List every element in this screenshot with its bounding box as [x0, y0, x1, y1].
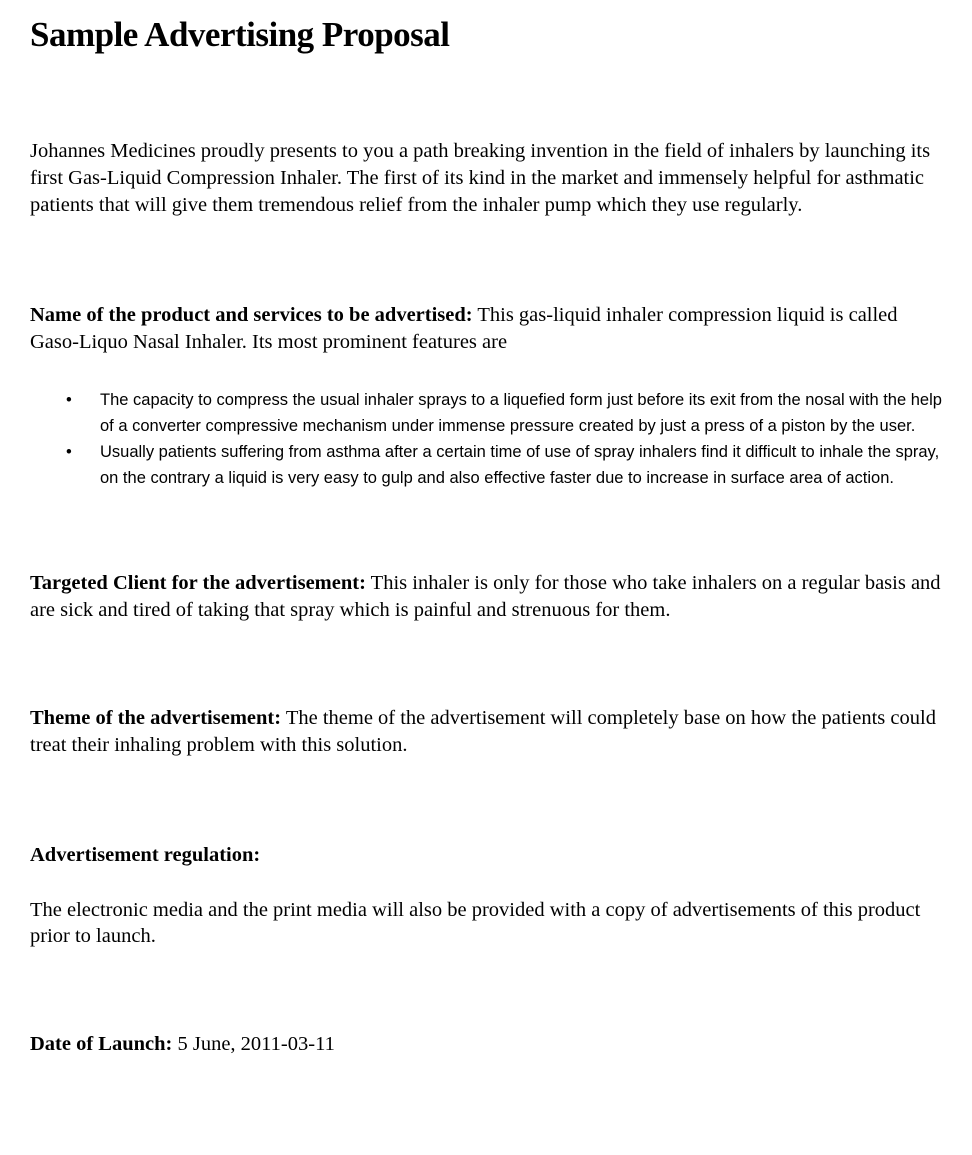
list-item: • Usually patients suffering from asthma after a certain time of use of spray inhalers find it difficult to inhale the spray, on the contrary a liquid is very easy to gulp and also effective faster due to increase in surface area of action.: [100, 439, 945, 491]
features-list: [30, 387, 945, 491]
section-theme-label: Theme of the advertisement:: [30, 707, 282, 730]
section-theme: [30, 705, 945, 759]
section-regulation-label: Advertisement regulation:: [30, 843, 261, 866]
section-regulation-text: The electronic media and the print media will also be provided with a copy of advertisements of this product prior to launch.: [30, 898, 921, 948]
page-title: Sample Advertising Proposal: [30, 15, 450, 54]
section-launch-date-text: 5 June, 2011-03-11: [177, 1033, 335, 1055]
intro-paragraph: Johannes Medicines proudly presents to you a path breaking invention in the field of inhalers by launching its first Gas-Liquid Compression Inhaler. The first of its kind in the market and immensely helpful for asthmatic patients that will give them tremendous relief from the inhaler pump which they use regularly.: [30, 140, 931, 216]
section-launch-date: [30, 1031, 945, 1058]
section-product-name-text: This gas-liquid inhaler compression liquid is called Gaso-Liquo Nasal Inhaler. Its most prominent features are: [30, 304, 898, 353]
section-targeted-client-label: Targeted Client for the advertisement:: [30, 571, 366, 594]
section-theme-text: The theme of the advertisement will completely base on how the patients could treat their inhaling problem with this solution.: [30, 707, 936, 756]
list-item: • The capacity to compress the usual inhaler sprays to a liquefied form just before its exit from the nosal with the help of a converter compressive mechanism under immense pressure created by just a press of a piston by the user.: [100, 387, 945, 439]
section-targeted-client: [30, 570, 945, 624]
section-targeted-client-text: This inhaler is only for those who take inhalers on a regular basis and are sick and tired of taking that spray which is painful and strenuous for them.: [30, 571, 941, 621]
section-launch-date-label: Date of Launch:: [30, 1033, 173, 1055]
section-product-name: [30, 302, 945, 356]
section-product-name-label: Name of the product and services to be advertised:: [30, 304, 473, 327]
